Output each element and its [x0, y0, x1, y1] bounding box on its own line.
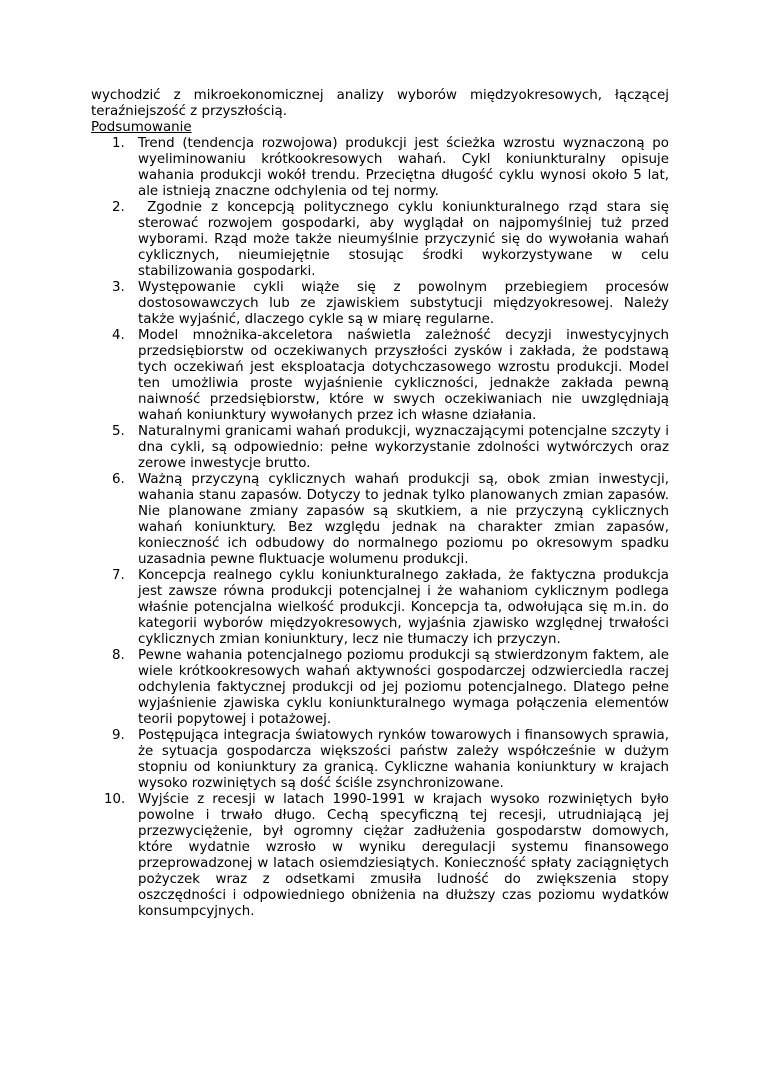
list-item: [91, 200, 674, 280]
list-item-number: 7.: [112, 568, 125, 583]
section-heading: Podsumowanie: [91, 120, 192, 135]
list-item-text: Ważną przyczyną cyklicznych wahań produkcji są, obok zmian inwestycji, wahania stanu zapasów. Dotyczy to jednak tylko planowanych zmian zapasów. Nie planowane zmiany zapasów są skutkiem, a nie przyczyną cyklicznych wahań koniunktury. Bez względu jednak na charakter zmian zapasów, konieczność ich odbudowy do normalnego poziomu po okresowym spadku uzasadnia pewne fluktuacje wolumenu produkcji.: [138, 472, 669, 567]
list-item-text: Koncepcja realnego cyklu koniunkturalnego zakłada, że faktyczna produkcja jest zawsze równa produkcji potencjalnej i że wahaniom cyklicznym podlega właśnie potencjalna wielkość produkcji. Koncepcja ta, odwołująca się m.in. do kategorii wyborów międzyokresowych, wyjaśnia zjawisko względnej trwałości cyklicznych zmian koniunktury, lecz nie tłumaczy ich przyczyn.: [138, 568, 669, 647]
list-item-number: 10.: [104, 792, 126, 807]
list-item: [91, 280, 669, 328]
list-item-text: Wyjście z recesji w latach 1990-1991 w krajach wysoko rozwiniętych było powolne i trwało długo. Cechą specyficzną tej recesji, utrudniającą jej przezwyciężenie, był ogromny ciężar zadłużenia gospodarstw domowych, które wydatnie wzrosło w wyniku deregulacji systemu finansowego przeprowadzonej w latach osiemdziesiątych. Konieczność spłaty zaciągniętych pożyczek wraz z odsetkami zmusiła ludność do zwiększenia stopy oszczędności i odpowiedniego obniżenia na dłuższy czas poziomu wydatków konsumpcyjnych.: [138, 792, 669, 919]
list-item: [91, 328, 669, 424]
list-item-text: Model mnożnika-akceletora naświetla zależność decyzji inwestycyjnych przedsiębiorstw od oczekiwanych przyszłości zysków i zakłada, że podstawą tych oczekiwań jest eksploatacja dotychczasowego wzrostu produkcji. Model ten umożliwia proste wyjaśnienie cykliczności, jednakże zakłada pewną naiwność przedsiębiorstw, które w swych oczekiwaniach nie uwzględniają wahań koniunktury wywołanych przez ich własne działania.: [138, 328, 669, 423]
list-item-number: 8.: [112, 648, 125, 663]
list-item: [91, 792, 669, 920]
list-item-number: 9.: [112, 728, 125, 743]
list-item: [91, 568, 669, 648]
list-item-number: 4.: [112, 328, 125, 343]
summary-list: [91, 136, 674, 920]
list-item-number: 5.: [112, 424, 125, 439]
list-item: [91, 424, 669, 472]
list-item-number: 2.: [112, 200, 125, 215]
list-item-number: 1.: [112, 136, 125, 151]
list-item-number: 6.: [112, 472, 125, 487]
list-item-text: Zgodnie z koncepcją politycznego cyklu koniunkturalnego rząd stara się sterować rozwojem gospodarki, aby wyglądał on najpomyślniej tuż przed wyborami. Rząd może także nieumyślnie przyczynić się do wywołania wahań cyklicznych, nieumiejętnie stosując środki wykorzystywane w celu stabilizowania gospodarki.: [138, 200, 674, 279]
intro-paragraph: wychodzić z mikroekonomicznej analizy wyborów międzyokresowych, łączącej teraźniejszość z przyszłością.: [91, 88, 669, 119]
list-item-text: Naturalnymi granicami wahań produkcji, wyznaczającymi potencjalne szczyty i dna cykli, są odpowiednio: pełne wykorzystanie zdolności wytwórczych oraz zerowe inwestycje brutto.: [138, 424, 669, 471]
list-item-number: 3.: [112, 280, 125, 295]
list-item-text: Pewne wahania potencjalnego poziomu produkcji są stwierdzonym faktem, ale wiele krótkookresowych wahań aktywności gospodarczej odzwierciedla raczej odchylenia faktycznej produkcji od jej poziomu potencjalnego. Dlatego pełne wyjaśnienie zjawiska cyklu koniunkturalnego wymaga połączenia elementów teorii popytowej i potażowej.: [138, 648, 669, 727]
list-item-text: Postępująca integracja światowych rynków towarowych i finansowych sprawia, że sytuacja gospodarcza większości państw zależy współcześnie w dużym stopniu od koniunktury za granicą. Cykliczne wahania koniunktury w krajach wysoko rozwiniętych są dość ściśle zsynchronizowane.: [138, 728, 669, 791]
list-item: [91, 472, 669, 568]
list-item: [91, 136, 669, 200]
list-item-text: Trend (tendencja rozwojowa) produkcji jest ścieżka wzrostu wyznaczoną po wyeliminowaniu krótkookresowych wahań. Cykl koniunkturalny opisuje wahania produkcji wokół trendu. Przeciętna długość cyklu wynosi około 5 lat, ale istnieją znaczne odchylenia od tej normy.: [138, 136, 669, 199]
list-item: [91, 728, 669, 792]
list-item-text: Występowanie cykli wiąże się z powolnym przebiegiem procesów dostosowawczych lub ze zjawiskiem substytucji międzyokresowej. Należy także wyjaśnić, dlaczego cykle są w miarę regularne.: [138, 280, 669, 327]
list-item: [91, 648, 669, 728]
document-page: [91, 88, 674, 920]
